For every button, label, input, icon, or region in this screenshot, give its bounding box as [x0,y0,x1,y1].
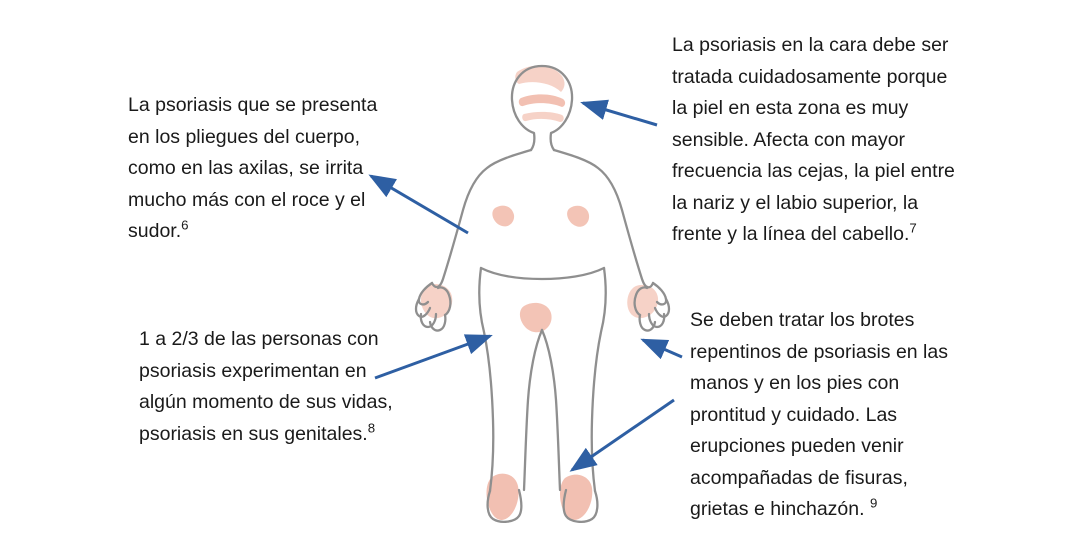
arrow-to-foot [572,400,674,470]
callout-genital-text: 1 a 2/3 de las personas con psoriasis experimentan en algún momento de sus vidas, psoriasis en sus genitales. [139,328,393,445]
callout-folds-footnote: 6 [181,217,189,233]
callout-hands-footnote: 9 [869,495,878,511]
lesion-patches [421,66,658,520]
callout-arrows [371,103,682,470]
callout-genital-footnote: 8 [367,420,376,436]
callout-face-footnote: 7 [909,220,917,236]
callout-hands-feet [690,305,960,526]
arrow-to-face [583,103,657,125]
callout-face-text: La psoriasis en la cara debe ser tratada cuidadosamente porque la piel en esta zona es muy sensible. Afecta con mayor frecuencia las cejas, la piel entre la nariz y el labio superior, la frente y la línea del cabello. [672,34,955,246]
callout-skin-folds [128,90,398,248]
callout-face [672,30,962,251]
arrow-to-hand [643,340,682,357]
body-outline [416,66,669,522]
callout-folds-text: La psoriasis que se presenta en los pliegues del cuerpo, como en las axilas, se irrita mucho más con el roce y el sudor. [128,94,378,243]
callout-hands-text: Se deben tratar los brotes repentinos de psoriasis en las manos y en los pies con prontitud y cuidado. Las erupciones pueden venir acompañadas de fisuras, grietas e hinchazón. [690,309,948,521]
callout-genital [139,324,409,450]
